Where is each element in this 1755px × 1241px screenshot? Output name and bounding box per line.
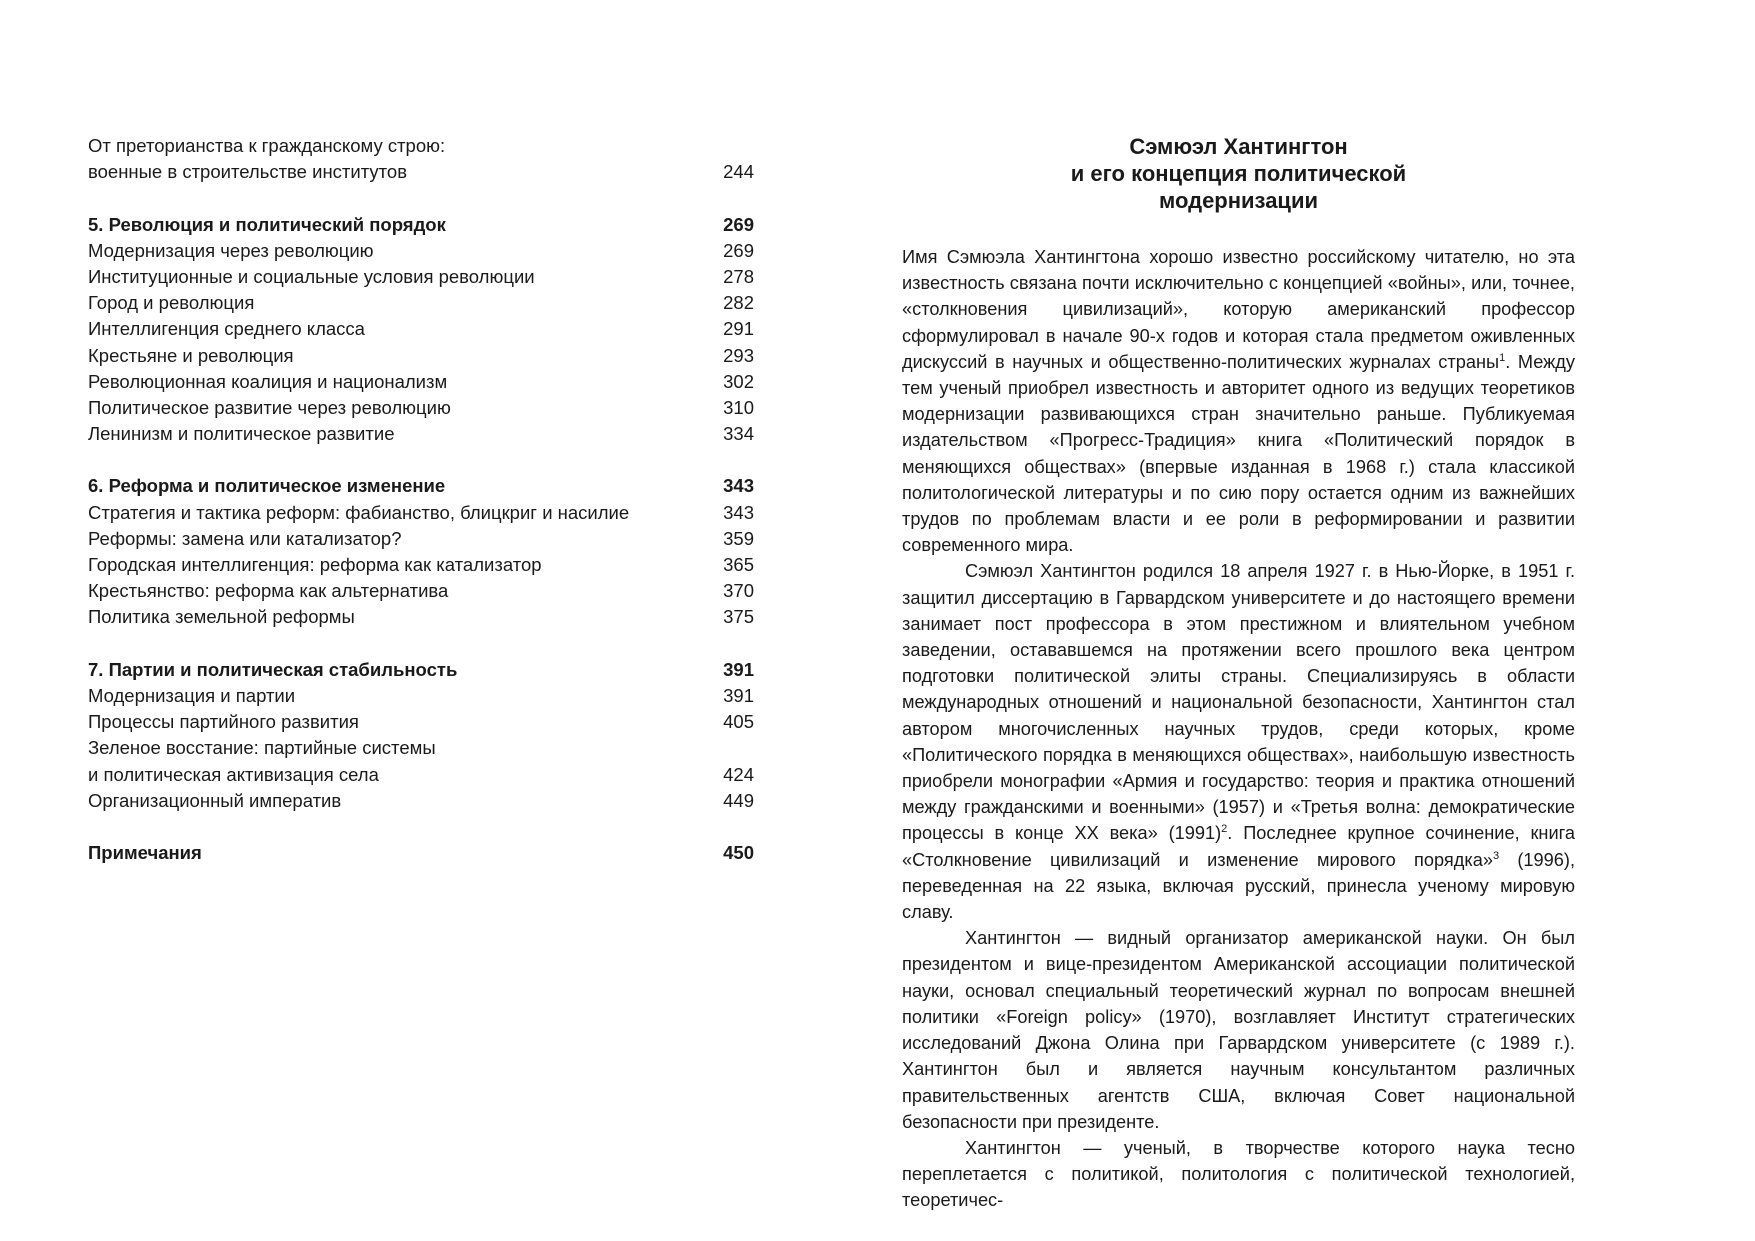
toc-entry-title: 5. Революция и политический порядок [88, 213, 446, 235]
toc-entry-title: Реформы: замена или катализатор? [88, 527, 402, 549]
toc-entry-title: Интеллигенция среднего класса [88, 318, 365, 340]
article-title-line: и его концепция политической [1070, 161, 1407, 186]
toc-page-number: 449 [723, 789, 754, 811]
toc-entry-row[interactable] [88, 762, 754, 788]
article-title [902, 133, 1575, 214]
toc-page-number: 293 [723, 344, 754, 366]
toc-page-number: 375 [723, 606, 754, 628]
toc-entry-title: Крестьянство: реформа как альтернатива [88, 580, 449, 602]
toc-entry-row[interactable] [88, 395, 754, 421]
toc-section-gap [88, 185, 754, 211]
footnote-marker[interactable]: 1 [1499, 351, 1506, 364]
paragraph-text: Хантингтон — ученый, в творчестве которого наука тесно переплетается с политикой, политология с политической технологией, теоретичес- [902, 1137, 1575, 1211]
toc-entry-row[interactable] [88, 709, 754, 735]
toc-entry-title: Ленинизм и политическое развитие [88, 423, 395, 445]
paragraph-text: Хантингтон — видный организатор американской науки. Он был президентом и вице-президентом Американской ассоциации политической науки, основал специальный теоретический журнал по вопросам внешней политики «Foreign policy» (1970), возглавляет Институт стратегических исследований Джона Олина при Гарвардском университете (с 1989 г.). Хантингтон был и является научным консультантом различных правительственных агентств США, включая Совет национальной безопасности при президенте. [902, 928, 1575, 1132]
toc-chapter-row[interactable] [88, 473, 754, 499]
toc-section-gap [88, 814, 754, 840]
paragraph-text: Сэмюэл Хантингтон родился 18 апреля 1927 г. в Нью-Йорке, в 1951 г. защитил диссертацию в Гарвардском университете и до настоящего времени занимает пост профессора в этом престижном и влиятельном учебном заведении, остававшемся на протяжении всего прошлого века центром подготовки политической элиты страны. Специализируясь в области международных отношений и национальной безопасности, Хантингтон стал автором многочисленных научных трудов, среди которых, кроме «Политического порядка в меняющихся обществах», наибольшую известность приобрели монографии «Армия и государство: теория и практика отношений между гражданскими и военными» (1957) и «Третья волна: демократические процессы в конце XX века» (1991) [902, 561, 1575, 844]
toc-entry-title: Зеленое восстание: партийные системы [88, 737, 436, 759]
toc-chapter-row[interactable] [88, 212, 754, 238]
toc-chapter-row[interactable] [88, 657, 754, 683]
toc-page-number: 269 [723, 213, 754, 235]
toc-entry-title: Политическое развитие через революцию [88, 396, 451, 418]
toc-page-number: 370 [723, 580, 754, 602]
paragraph-text: Имя Сэмюэла Хантингтона хорошо известно российскому читателю, но эта известность связана почти исключительно с концепцией «войны», или, точнее, «столкновения цивилизаций», которую американский профессор сформулировал в начале 90-х годов и которая стала предметом оживленных дискуссий в научных и общественно-политических журналах страны [902, 247, 1575, 372]
left-page [0, 0, 877, 1241]
toc-entry-title: Институционные и социальные условия революции [88, 265, 535, 287]
toc-entry-title: Стратегия и тактика реформ: фабианство, блицкриг и насилие [88, 501, 630, 523]
toc-page-number: 302 [723, 370, 754, 392]
toc-entry-row[interactable] [88, 735, 754, 761]
paragraph-text: (1996), переведенная на 22 языка, включая русский, принесла ученому мировую славу. [902, 849, 1575, 923]
toc-entry-title: Модернизация и партии [88, 684, 296, 706]
article-paragraph [902, 1135, 1575, 1214]
footnote-marker[interactable]: 2 [1221, 823, 1228, 836]
toc-entry-title: Примечания [88, 842, 202, 864]
article-paragraph [902, 558, 1575, 925]
toc-entry-row[interactable] [88, 604, 754, 630]
toc-page-number: 343 [723, 501, 754, 523]
toc-entry-row[interactable] [88, 500, 754, 526]
toc-entry-title: От преторианства к гражданскому строю: [88, 135, 446, 156]
toc-entry-row[interactable] [88, 552, 754, 578]
toc-entry-title: Крестьяне и революция [88, 344, 294, 366]
toc-entry-title: Модернизация через революцию [88, 239, 374, 261]
toc-page-number: 282 [723, 292, 754, 314]
toc-page-number: 424 [723, 763, 754, 785]
toc-entry-title: Революционная коалиция и национализм [88, 370, 448, 392]
article-title-line: Сэмюэл Хантингтон [1129, 134, 1348, 159]
toc-entry-row[interactable] [88, 788, 754, 814]
toc-page-number: 334 [723, 423, 754, 445]
toc-entry-row[interactable] [88, 683, 754, 709]
toc-page-number: 278 [723, 265, 754, 287]
paragraph-text: . Между тем ученый приобрел известность и авторитет одного из ведущих теоретиков модернизации развивающихся стран значительно раньше. Публикуемая издательством «Прогресс-Традиция» книга «Политический порядок в меняющихся обществах» (впервые изданная в 1968 г.) стала классикой политологической литературы и по сию пору остается одним из важнейших трудов по проблемам власти и ее роли в реформировании и развитии современного мира. [902, 351, 1575, 556]
toc-page-number: 405 [723, 711, 754, 733]
article-body [902, 244, 1575, 1214]
toc-entry-title: Процессы партийного развития [88, 711, 359, 733]
toc-page-number: 391 [723, 658, 754, 680]
toc-entry-row[interactable] [88, 238, 754, 264]
toc-page-number: 359 [723, 527, 754, 549]
toc-section-gap [88, 447, 754, 473]
toc-entry-row[interactable] [88, 290, 754, 316]
toc-entry-row[interactable] [88, 264, 754, 290]
toc-entry-title: военные в строительстве институтов [88, 161, 408, 183]
toc-entry-row[interactable] [88, 133, 754, 159]
article-paragraph [902, 925, 1575, 1135]
toc-entry-title: и политическая активизация села [88, 763, 379, 785]
toc-entry-row[interactable] [88, 159, 754, 185]
toc-entry-row[interactable] [88, 526, 754, 552]
article-paragraph [902, 244, 1575, 558]
toc-page-number: 343 [723, 475, 754, 497]
toc-page-number: 291 [723, 318, 754, 340]
toc-page-number: 269 [723, 239, 754, 261]
toc-entry-row[interactable] [88, 343, 754, 369]
article [902, 133, 1575, 1214]
toc-entry-title: 6. Реформа и политическое изменение [88, 475, 446, 497]
toc-entry-title: Политика земельной реформы [88, 606, 355, 628]
toc-entry-title: Городская интеллигенция: реформа как катализатор [88, 554, 542, 575]
right-page [877, 0, 1755, 1241]
toc-entry-title: 7. Партии и политическая стабильность [88, 658, 458, 680]
table-of-contents [88, 133, 754, 866]
toc-entry-title: Город и революция [88, 292, 255, 314]
toc-section-gap [88, 631, 754, 657]
paragraph-text: . Последнее крупное сочинение, книга «Столкновение цивилизаций и изменение мирового порядка» [902, 823, 1575, 870]
toc-page-number: 365 [723, 554, 754, 575]
article-title-line: модернизации [1158, 188, 1319, 213]
toc-entry-row[interactable] [88, 369, 754, 395]
toc-page-number: 450 [723, 842, 754, 864]
toc-page-number: 391 [723, 684, 754, 706]
toc-page-number: 244 [723, 161, 754, 183]
footnote-marker[interactable]: 3 [1492, 849, 1500, 862]
toc-entry-row[interactable] [88, 316, 754, 342]
toc-entry-row[interactable] [88, 578, 754, 604]
toc-entry-title: Организационный императив [88, 789, 342, 811]
toc-chapter-row[interactable] [88, 840, 754, 866]
toc-entry-row[interactable] [88, 421, 754, 447]
toc-page-number: 310 [723, 396, 754, 418]
